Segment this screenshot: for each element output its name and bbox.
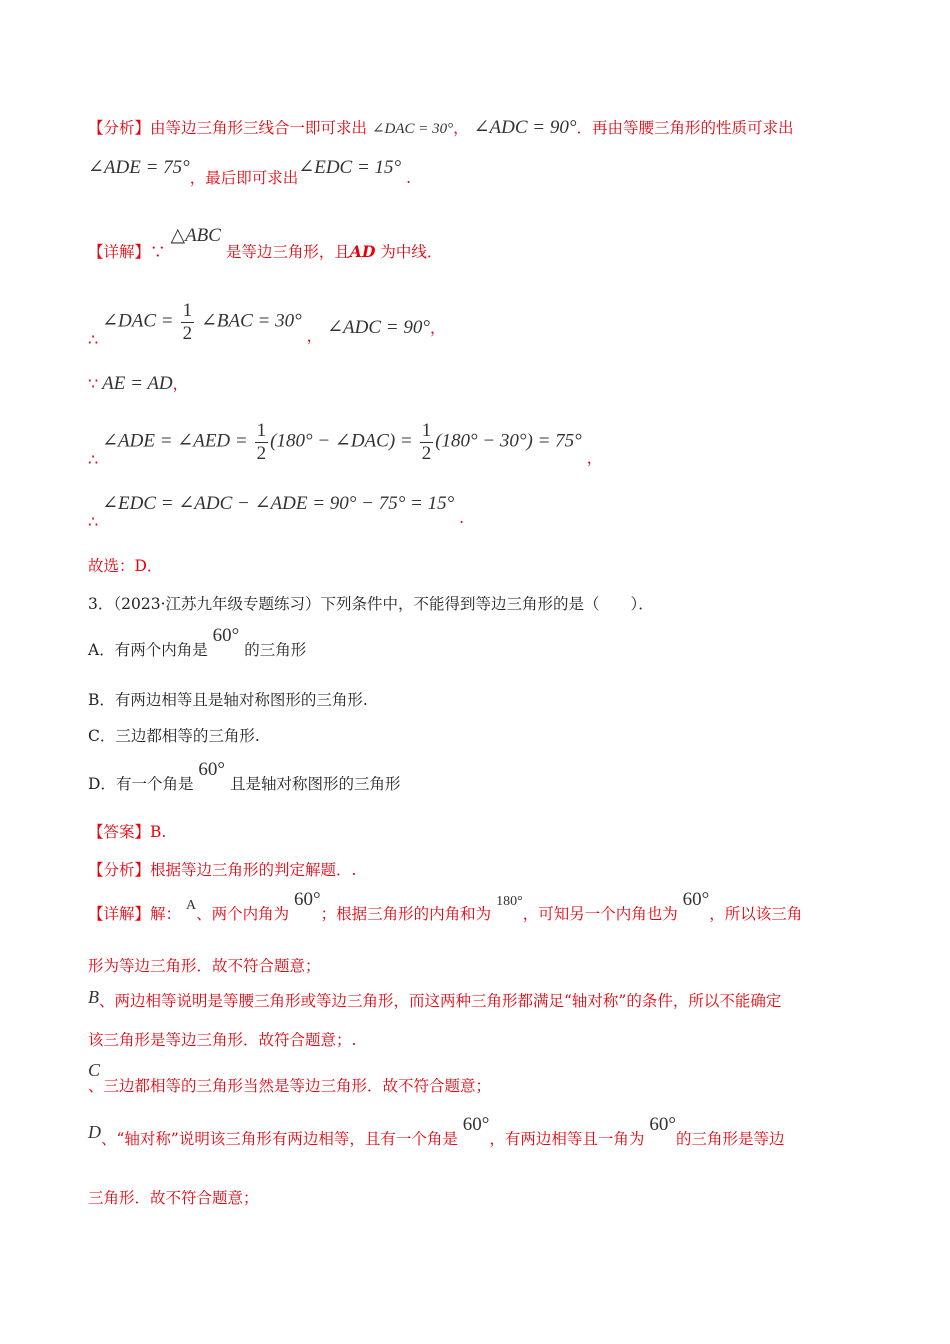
fraction xyxy=(420,420,434,465)
detail-text: ，所以该三角 xyxy=(709,905,803,923)
question-source: （2023·江苏九年级专题练习） xyxy=(113,595,321,613)
punct: . xyxy=(459,509,465,527)
detail-text: 、两个内角为 xyxy=(196,905,290,923)
detail-line-1 xyxy=(88,225,443,262)
detail-label: 【详解】 xyxy=(88,905,151,923)
option-text: 有一个角是 xyxy=(115,775,194,793)
option-text: 有两个内角是 xyxy=(114,641,208,659)
therefore-symbol: ∴ xyxy=(88,449,98,469)
math-expr: ∠ADE = ∠AED = xyxy=(102,430,248,452)
detail-step-3 xyxy=(88,420,603,469)
math-expr: ∠DAC = xyxy=(102,310,174,332)
detail-label: 【详解】 xyxy=(88,243,151,261)
detail-text: 是等边三角形，且 xyxy=(225,243,350,261)
analysis-text: ，最后即可求出 xyxy=(189,169,299,187)
analysis-line-2 xyxy=(88,157,412,188)
detail-step-1 xyxy=(88,300,446,349)
math-var: A xyxy=(185,898,197,913)
math-expr: 60° xyxy=(462,1114,490,1135)
frac-num: 1 xyxy=(256,420,267,441)
frac-num: 1 xyxy=(182,300,193,321)
analysis-text: ．再由等腰三角形的性质可求出 xyxy=(576,119,794,137)
math-var: B xyxy=(88,987,99,1007)
detail-text: 的三角形是等边 xyxy=(675,1130,785,1148)
conclusion-line xyxy=(88,556,162,576)
detail-3-d-line-2 xyxy=(88,1188,259,1208)
math-expr: ∠BAC = 30° xyxy=(201,310,302,332)
option-text: 的三角形 xyxy=(244,641,307,659)
question-3-stem xyxy=(88,594,654,614)
math-var: AD xyxy=(349,242,376,261)
option-a xyxy=(88,625,307,660)
math-var: D xyxy=(88,1122,101,1142)
math-expr: 60° xyxy=(649,1114,676,1135)
analysis-text: 根据等边三角形的判定解题．. xyxy=(150,861,357,879)
analysis-label: 【分析】 xyxy=(88,119,151,137)
math-expr: 60° xyxy=(682,889,710,910)
answer-line xyxy=(88,822,166,842)
question-stem: 下列条件中，不能得到等边三角形的是（ ）． xyxy=(320,595,654,613)
because-symbol: ∵ xyxy=(150,243,166,261)
analysis-text: 由等边三角形三线合一即可求出 xyxy=(150,119,368,137)
math-expr: 180° xyxy=(496,894,523,909)
frac-den: 2 xyxy=(182,323,193,344)
math-expr: ∠ADC = 90° xyxy=(473,117,577,138)
detail-step-4 xyxy=(88,493,465,531)
option-letter: A． xyxy=(88,641,115,659)
math-expr: △ABC xyxy=(170,225,221,246)
detail-3-b-line-2 xyxy=(88,1030,356,1050)
detail-text: 、三边都相等的三角形当然是等边三角形．故不符合题意； xyxy=(88,1077,492,1095)
detail-text: 形为等边三角形．故不符合题意； xyxy=(88,957,321,975)
option-letter: C． xyxy=(88,727,116,745)
analysis-label: 【分析】 xyxy=(88,861,151,879)
math-expr: (180° − ∠DAC) = xyxy=(270,430,413,452)
detail-text: 三角形．故不符合题意； xyxy=(88,1189,259,1207)
detail-text: ，可知另一个内角也为 xyxy=(522,905,678,923)
analysis-line-1 xyxy=(88,118,793,139)
math-expr: 60° xyxy=(198,759,225,780)
conclusion-text: 故选：D． xyxy=(88,557,163,575)
frac-den: 2 xyxy=(256,443,267,464)
math-expr: (180° − 30°) = 75° xyxy=(435,430,582,452)
punct: ， xyxy=(453,119,469,137)
option-c xyxy=(88,726,260,746)
frac-num: 1 xyxy=(421,420,432,441)
detail-3-a-line-2 xyxy=(88,956,321,976)
option-letter: D． xyxy=(88,775,116,793)
option-d xyxy=(88,759,401,794)
detail-text: 解： xyxy=(150,905,182,923)
detail-text: 、两边相等说明是等腰三角形或等边三角形，而这两种三角形都满足“轴对称”的条件，所以不能确定 xyxy=(99,992,782,1010)
detail-3-a-line-1 xyxy=(88,889,803,926)
therefore-symbol: ∴ xyxy=(88,329,98,349)
math-expr: ∠DAC = 30° xyxy=(371,121,454,137)
detail-text: 、“轴对称”说明该三角形有两边相等，且有一个角是 xyxy=(101,1130,458,1148)
detail-text: 为中线． xyxy=(380,243,443,261)
detail-3-b-line-1 xyxy=(88,987,782,1011)
detail-3-d-line-1 xyxy=(88,1114,785,1149)
option-text: 有两边相等且是轴对称图形的三角形. xyxy=(114,691,368,709)
therefore-symbol: ∴ xyxy=(88,512,98,531)
punct: ， xyxy=(172,375,189,393)
answer-label: 【答案】 xyxy=(88,823,151,841)
punct: ， xyxy=(306,326,323,345)
math-expr: ∠EDC = ∠ADC − ∠ADE = 90° − 75° = 15° xyxy=(102,493,455,514)
answer-value: B. xyxy=(150,823,167,841)
math-expr: ∠ADC = 90° xyxy=(327,316,430,338)
detail-3-c-line xyxy=(88,1076,491,1096)
math-expr: ∠ADE = 75° xyxy=(88,157,190,178)
punct: ， xyxy=(429,318,446,337)
detail-text: ，有两边相等且一角为 xyxy=(489,1130,645,1148)
option-text: 三边都相等的三角形. xyxy=(115,727,260,745)
option-b xyxy=(88,690,368,710)
math-expr: AE = AD xyxy=(102,373,173,394)
math-expr: 60° xyxy=(212,625,240,646)
because-symbol: ∵ xyxy=(88,374,98,393)
math-expr: 60° xyxy=(294,889,321,910)
option-text: 且是轴对称图形的三角形 xyxy=(229,775,401,793)
question-number: 3． xyxy=(88,595,114,613)
detail-text: ；根据三角形的内角和为 xyxy=(320,905,492,923)
analysis-3-line xyxy=(88,860,356,880)
punct: . xyxy=(406,169,412,187)
fraction xyxy=(255,420,269,465)
punct: ， xyxy=(586,448,603,467)
fraction xyxy=(181,300,195,345)
frac-den: 2 xyxy=(421,443,432,464)
detail-step-2 xyxy=(88,374,188,394)
detail-text: 该三角形是等边三角形．故符合题意；. xyxy=(88,1031,357,1049)
option-letter: B． xyxy=(88,691,115,709)
math-expr: ∠EDC = 15° xyxy=(298,157,402,178)
math-var: C xyxy=(88,1060,101,1080)
